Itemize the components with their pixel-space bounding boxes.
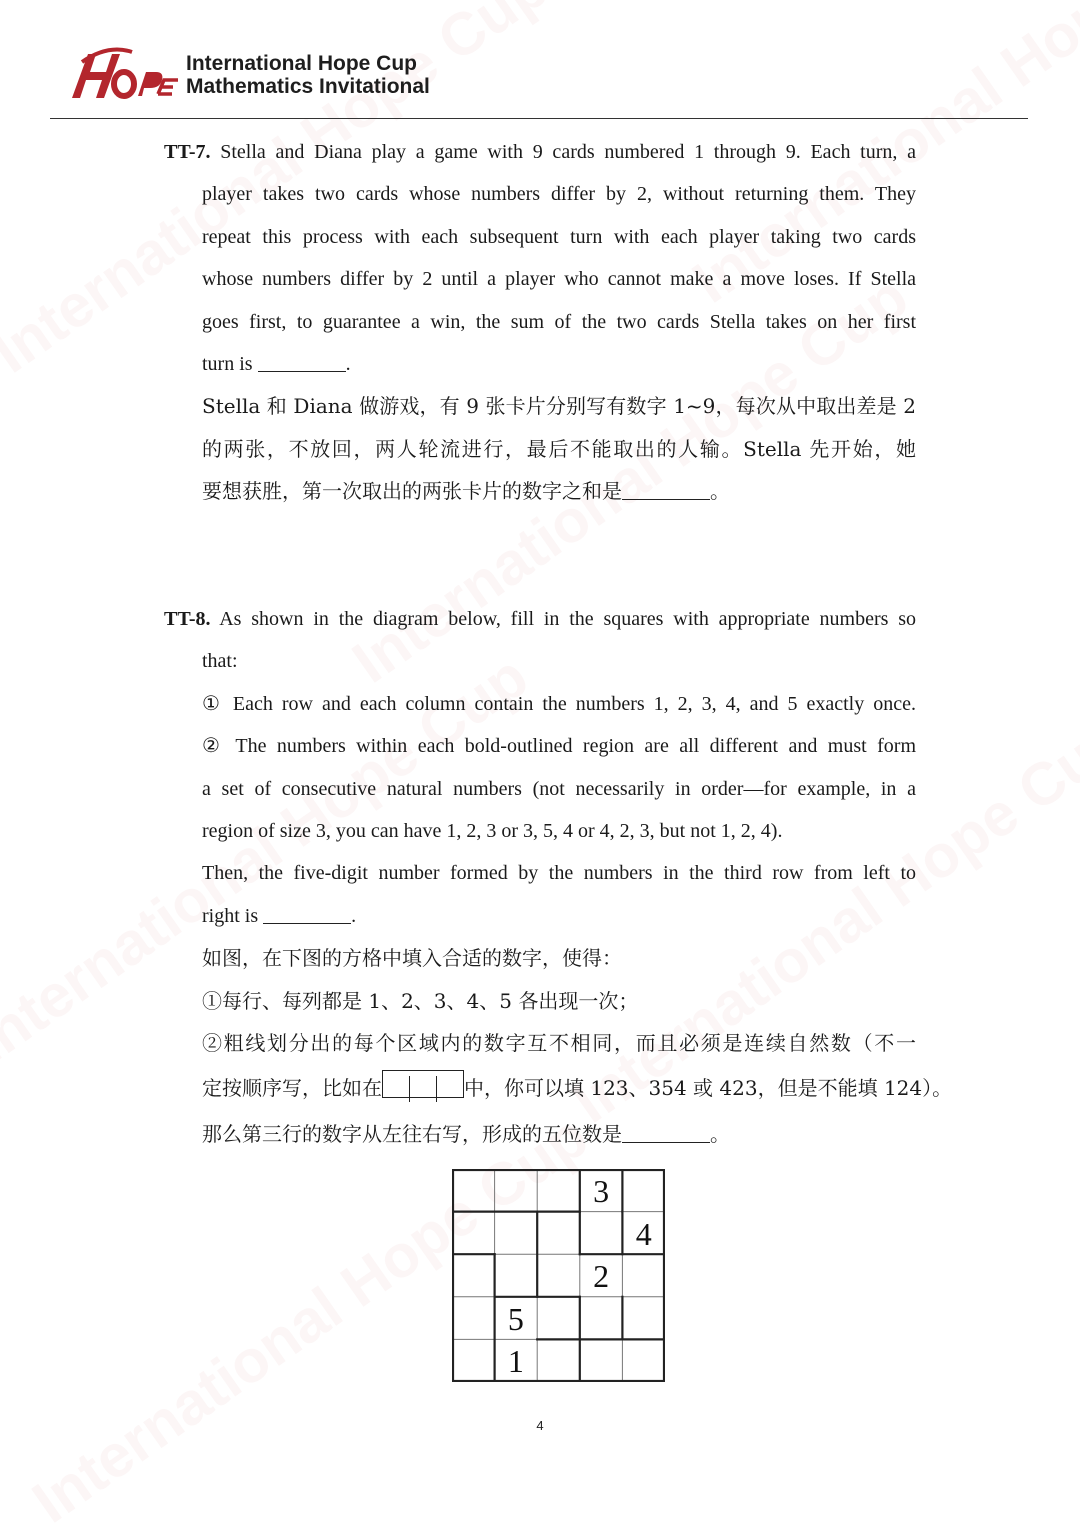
problem-text-line-zh: 的两张，不放回，两人轮流进行，最后不能取出的人输。Stella 先开始，她: [202, 436, 916, 461]
page-header: [58, 46, 1038, 106]
rule-2-cont: a set of consecutive natural numbers (not necessarily in order—for example, in a: [202, 777, 916, 800]
puzzle-grid: [452, 1169, 665, 1382]
example-region-boxes: [382, 1070, 464, 1098]
problem-text-line: Then, the five-digit number formed by the numbers in the third row from left to: [202, 862, 916, 885]
rule-2: ② The numbers within each bold-outlined region are all different and must form: [202, 735, 916, 758]
grid-given-digit: 1: [507, 1343, 524, 1380]
hope-logo: [58, 46, 180, 104]
problem-text-line-zh: 要想获胜，第一次取出的两张卡片的数字之和是 。: [164, 470, 916, 512]
problem-text-line: player takes two cards whose numbers differ by 2, without returning them. They: [202, 183, 916, 206]
problem-text-line-zh: 那么第三行的数字从左往右写，形成的五位数是 。: [164, 1113, 916, 1155]
grid-given-digit: 3: [593, 1173, 610, 1209]
problem-id: TT-8.: [164, 608, 211, 630]
problem-text-line-zh: 定按顺序写，比如在 中，你可以填 123、354 或 423，但是不能填 124）。: [164, 1064, 916, 1113]
grid-lines: [452, 1169, 665, 1382]
problem-text-line-zh: ①每行、每列都是 1、2、3、4、5 各出现一次；: [202, 988, 639, 1013]
answer-blank[interactable]: [622, 473, 710, 500]
problem-text-line: TT-7. Stella and Diana play a game with 9 cards numbered 1 through 9. Each turn, a: [164, 141, 916, 163]
problem-text-line: whose numbers differ by 2 until a player who cannot make a move loses. If Stella: [202, 268, 916, 291]
rule-2-cont: region of size 3, you can have 1, 2, 3 or 3, 5, 4 or 4, 2, 3, but not 1, 2, 4).: [202, 819, 783, 842]
problem-text-line-zh: Stella 和 Diana 做游戏，有 9 张卡片分别写有数字 1~9，每次从中取出差是 2: [202, 394, 916, 419]
answer-blank[interactable]: [622, 1116, 710, 1143]
problem-text-line-zh: ②粗线划分出的每个区域内的数字互不相同，而且必须是连续自然数（不一: [202, 1030, 916, 1055]
problem-text-line: goes first, to guarantee a win, the sum of the two cards Stella takes on her first: [202, 310, 916, 333]
problem-tt8: [164, 598, 953, 1156]
problem-tt7: [164, 131, 916, 513]
answer-blank[interactable]: [258, 345, 346, 372]
problem-text-line-zh: 如图，在下图的方格中填入合适的数字，使得：: [202, 946, 622, 971]
problem-text-line: right is .: [164, 895, 916, 937]
org-line-2: Mathematics Invitational: [186, 75, 430, 98]
grid-given-digit: 2: [593, 1258, 610, 1295]
organization-name: [186, 52, 430, 98]
grid-given-digit: 5: [507, 1300, 524, 1337]
problem-id: TT-7.: [164, 141, 211, 163]
grid-given-digit: 4: [635, 1215, 652, 1252]
problem-text-line: turn is .: [164, 343, 916, 385]
problem-text-line: repeat this process with each subsequent turn with each player taking two cards: [202, 225, 916, 248]
header-rule: [50, 118, 1028, 119]
problem-text-line: TT-8. As shown in the diagram below, fill in the squares with appropriate numbers so: [164, 608, 916, 630]
page-number: 4: [536, 1418, 544, 1433]
problem-text-line: that:: [202, 650, 238, 673]
answer-blank[interactable]: [263, 897, 351, 924]
org-line-1: International Hope Cup: [186, 52, 417, 75]
rule-1: ① Each row and each column contain the numbers 1, 2, 3, 4, and 5 exactly once.: [202, 692, 916, 715]
